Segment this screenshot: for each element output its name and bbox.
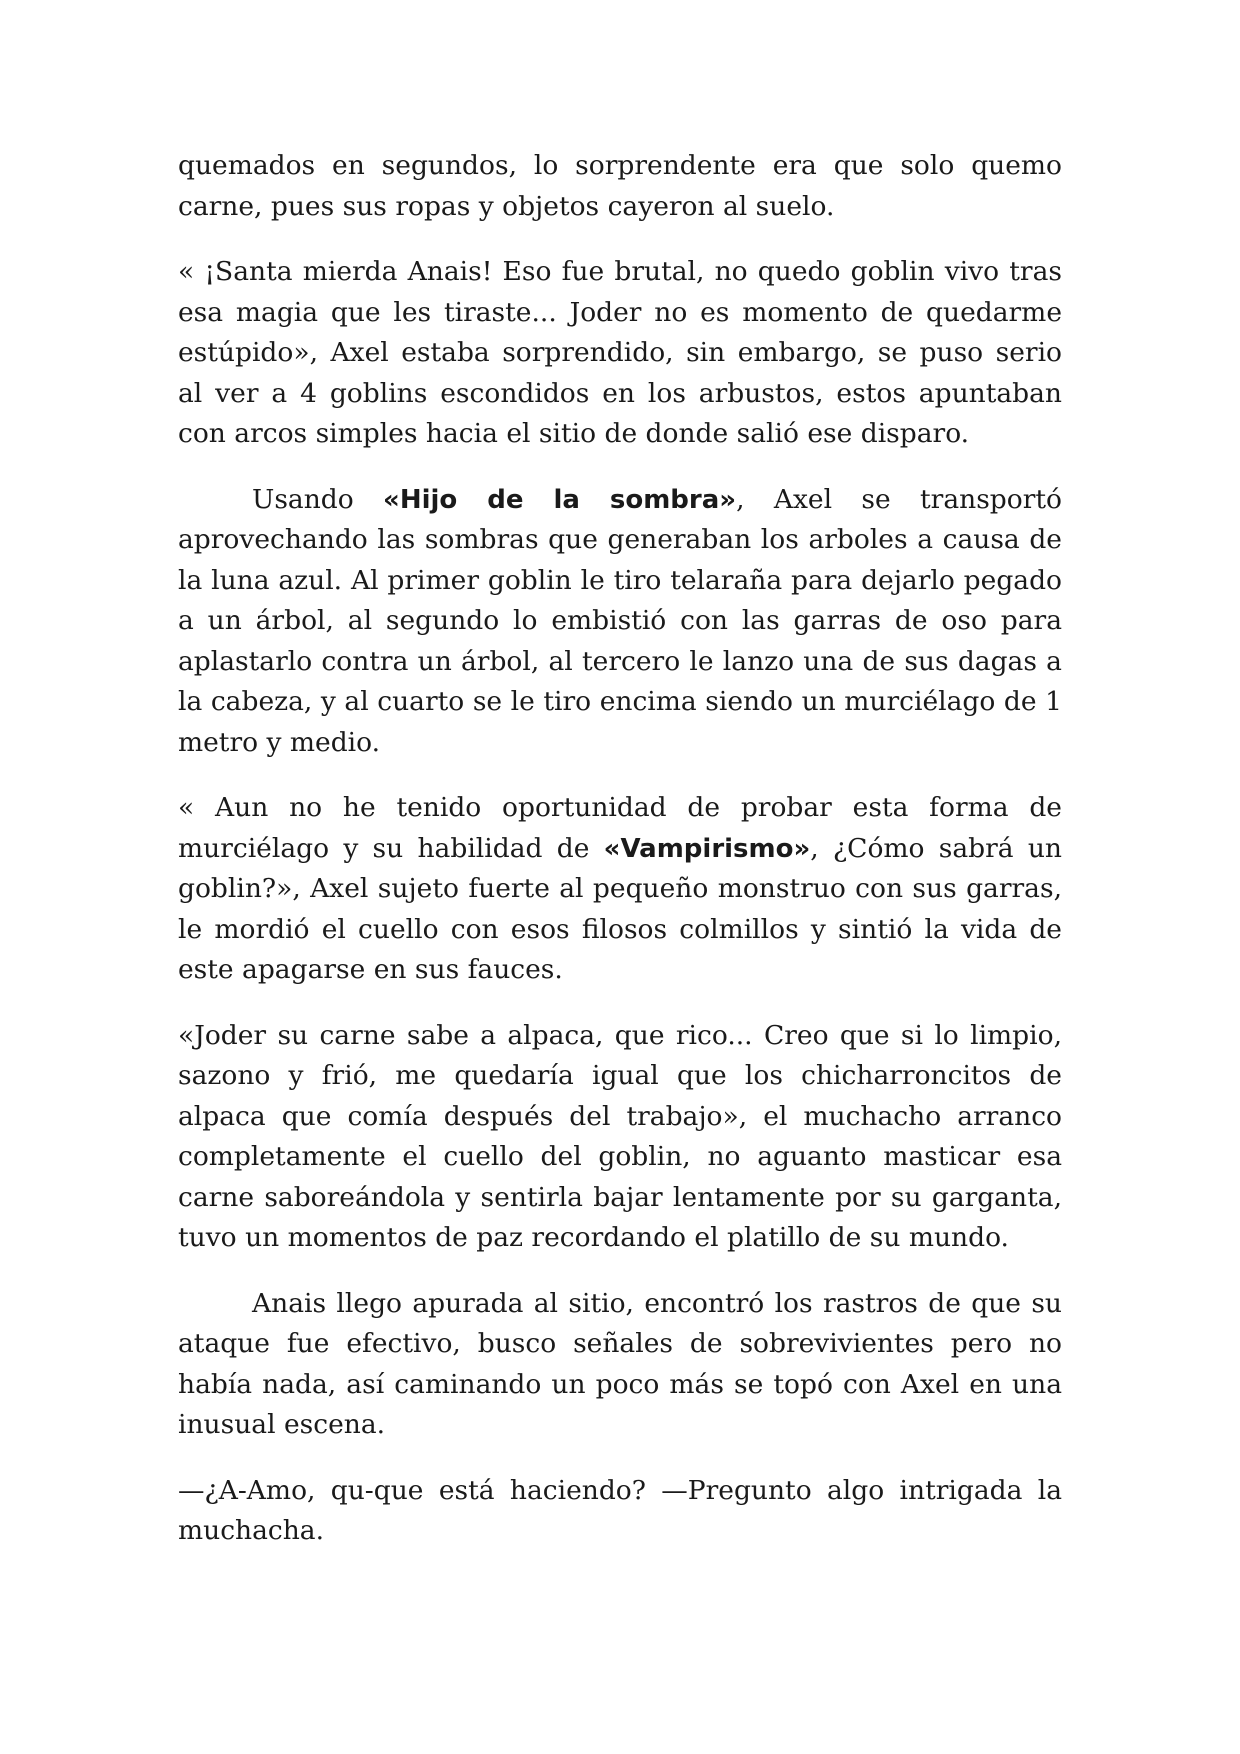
paragraph-2 (178, 252, 1062, 455)
document-page (178, 146, 1062, 1577)
paragraph-4 (178, 788, 1062, 991)
paragraph-3 (178, 480, 1062, 764)
paragraph-text: Anais llego apurada al sitio, encontró los rastros de que su ataque fue efectivo, busco señales de sobrevivientes pero no había nada, así caminando un poco más se topó con Axel en una inusual escena. (178, 1287, 1062, 1440)
paragraph-text: « ¡Santa mierda Anais! Eso fue brutal, no quedo goblin vivo tras esa magia que les tiraste... Joder no es momento de quedarme estúpido», Axel estaba sorprendido, sin embargo, se puso serio al ver a 4 goblins escondidos en los arbustos, estos apuntaban con arcos simples hacia el sitio de donde salió ese disparo. (178, 256, 1062, 449)
paragraph-6 (178, 1284, 1062, 1446)
paragraph-text: , Axel se transportó aprovechando las sombras que generaban los arboles a causa de la luna azul. Al primer goblin le tiro telaraña para dejarlo pegado a un árbol, al segundo lo embistió con las garras de oso para aplastarlo contra un árbol, al tercero le lanzo una de sus dagas a la cabeza, y al cuarto se le tiro encima siendo un murciélago de 1 metro y medio. (178, 483, 1062, 758)
paragraph-text: « Aun no he tenido oportunidad de probar esta forma de murciélago y su habilidad de (178, 792, 1062, 864)
paragraph-1 (178, 146, 1062, 227)
skill-name-hijo-de-la-sombra: «Hijo de la sombra» (383, 484, 737, 515)
paragraph-7-dialogue (178, 1471, 1062, 1552)
skill-name-vampirismo: «Vampirismo» (603, 833, 811, 864)
paragraph-text: Usando (252, 483, 384, 515)
paragraph-text: —¿A-Amo, qu-que está haciendo? —Pregunto algo intrigada la muchacha. (178, 1474, 1062, 1546)
paragraph-5 (178, 1016, 1062, 1259)
paragraph-text: , ¿Cómo sabrá un goblin?», Axel sujeto fuerte al pequeño monstruo con sus garras, le mordió el cuello con esos filosos colmillos y sintió la vida de este apagarse en sus fauces. (178, 832, 1062, 985)
paragraph-text: «Joder su carne sabe a alpaca, que rico... Creo que si lo limpio, sazono y frió, me quedaría igual que los chicharroncitos de alpaca que comía después del trabajo», el muchacho arranco completamente el cuello del goblin, no aguanto masticar esa carne saboreándola y sentirla bajar lentamente por su garganta, tuvo un momentos de paz recordando el platillo de su mundo. (178, 1019, 1062, 1253)
paragraph-text: quemados en segundos, lo sorprendente era que solo quemo carne, pues sus ropas y objetos cayeron al suelo. (178, 150, 1062, 222)
